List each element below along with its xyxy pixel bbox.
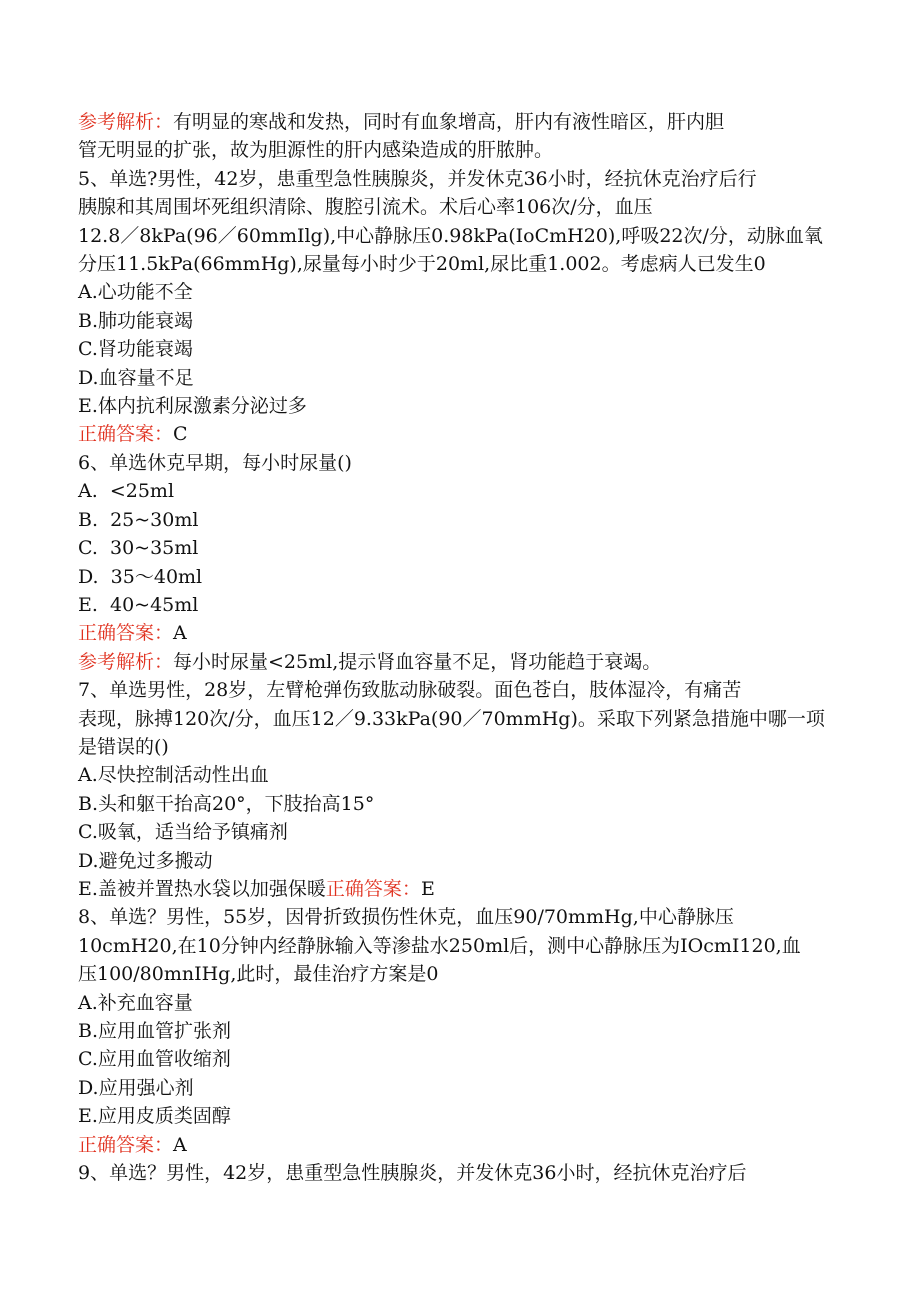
q6-answer [78, 619, 848, 647]
q6-option-e: E. 40~45ml [78, 593, 199, 616]
q8-option-e: E.应用皮质类固醇 [78, 1105, 231, 1128]
analysis-label: 参考解析： [78, 111, 174, 133]
answer-value: C [173, 423, 188, 446]
q5-option-d: D.血容量不足 [78, 366, 194, 389]
q8-option-c: C.应用血管收缩剂 [78, 1048, 231, 1071]
analysis-line: 参考解析：有明显的寒战和发热，同时有血象增高，肝内有液性暗区，肝内胆 [78, 111, 725, 133]
answer-label: 正确答案： [78, 423, 174, 446]
q5-stem-line: 12.8／8kPa(96／60mmIlg),中心静脉压0.98kPa(IoCmH20),呼吸22次/分，动脉血氧 [78, 224, 823, 247]
q6-option-a: A. <25ml [78, 480, 175, 503]
q7-option-b: B.头和躯干抬高20°，下肢抬高15° [78, 792, 375, 815]
q6-option-d: D. 35～40ml [78, 565, 203, 588]
document-page [78, 108, 848, 1187]
q5-option-e: E.体内抗利尿激素分泌过多 [78, 395, 307, 418]
answer-value: A [173, 622, 187, 645]
analysis-label: 参考解析： [78, 650, 174, 673]
q8-stem-line: 10cmH20,在10分钟内经静脉输入等渗盐水250ml后，测中心静脉压为IOcmI120,血 [78, 934, 801, 957]
q7-option-c: C.吸氧，适当给予镇痛剂 [78, 821, 288, 844]
q6-option-c: C. 30~35ml [78, 537, 199, 560]
q5-answer [78, 420, 848, 448]
q7-option-d: D.避免过多搬动 [78, 849, 213, 872]
q5-option-a: A.心功能不全 [78, 281, 193, 304]
q8-answer [78, 1131, 848, 1159]
q7-option-e: E.盖被并置热水袋以加强保暖正确答案：E [78, 877, 435, 900]
q5-stem-line: 5、单选?男性，42岁，患重型急性胰腺炎，并发休克36小时，经抗休克治疗后行 [78, 167, 757, 190]
answer-label: 正确答案： [325, 877, 421, 900]
q9-stem-line: 9、单选？男性，42岁，患重型急性胰腺炎，并发休克36小时，经抗休克治疗后 [78, 1162, 747, 1185]
q8-option-b: B.应用血管扩张剂 [78, 1020, 232, 1042]
q8-option-d: D.应用强心剂 [78, 1076, 194, 1099]
answer-label: 正确答案： [78, 1133, 174, 1156]
q7-stem-line: 是错误的() [78, 735, 169, 758]
answer-value: E [420, 877, 435, 900]
q8-option-a: A.补充血容量 [78, 991, 193, 1014]
q5-stem-line: 分压11.5kPa(66mmHg),尿量每小时少于20ml,尿比重1.002。考虑病人已发生0 [78, 253, 766, 276]
answer-label: 正确答案： [78, 622, 174, 645]
answer-value: A [173, 1133, 187, 1156]
q5-stem-line: 胰腺和其周围坏死组织清除、腹腔引流术。术后心率106次/分，血压 [78, 196, 653, 219]
q7-stem-line: 7、单选男性，28岁，左臂枪弹伤致肱动脉破裂。面色苍白，肢体湿冷，有痛苦 [78, 679, 742, 702]
analysis-line: 管无明显的扩张，故为胆源性的肝内感染造成的肝脓肿。 [78, 139, 554, 162]
q8-stem-line: 8、单选？男性，55岁，因骨折致损伤性休克，血压90/70mmHg,中心静脉压 [78, 906, 734, 929]
q6-stem-line: 6、单选休克早期，每小时尿量() [78, 451, 352, 474]
q6-analysis: 参考解析：每小时尿量<25ml,提示肾血容量不足，肾功能趋于衰竭。 [78, 650, 662, 673]
q7-option-a: A.尽快控制活动性出血 [78, 764, 269, 787]
q5-option-b: B.肺功能衰竭 [78, 309, 194, 332]
q8-stem-line: 压100/80mnIHg,此时，最佳治疗方案是0 [78, 963, 439, 986]
q7-stem-line: 表现，脉搏120次/分，血压12／9.33kPa(90／70mmHg)。采取下列紧急措施中哪一项 [78, 707, 825, 730]
q5-option-c: C.肾功能衰竭 [78, 338, 193, 361]
q6-option-b: B. 25~30ml [78, 508, 199, 531]
